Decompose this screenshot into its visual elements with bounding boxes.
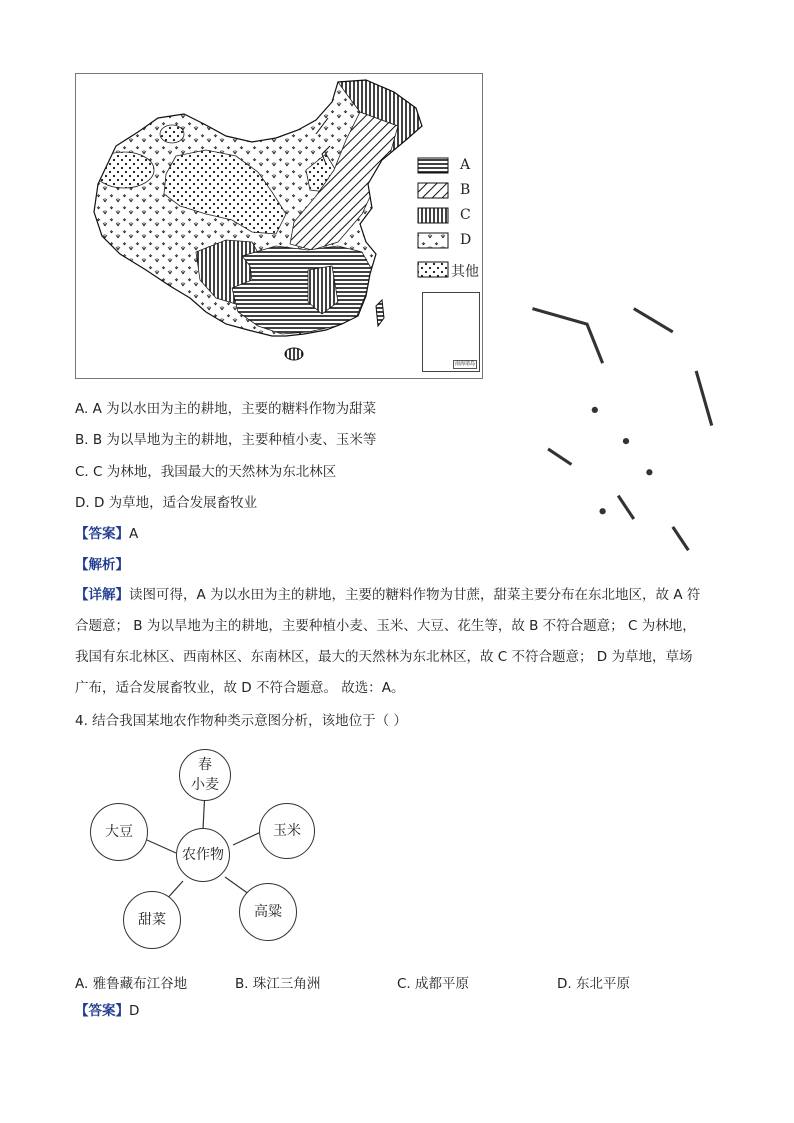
q4-answer	[75, 1001, 139, 1021]
q4-stem: 4. 结合我国某地农作物种类示意图分析，该地位于（ ）	[75, 713, 407, 729]
q3-option-c: C. C 为林地，我国最大的天然林为东北林区	[75, 464, 337, 480]
legend-label-a: A	[460, 157, 471, 173]
legend-swatch-d	[418, 233, 448, 248]
q4-answer-tag: 【答案】	[75, 1003, 129, 1019]
answer-value: A	[129, 526, 139, 542]
legend-label-b: B	[460, 182, 471, 198]
legend-swatch-a	[418, 158, 448, 173]
legend-label-other: 其他	[451, 264, 479, 280]
q4-answer-value: D	[129, 1003, 140, 1019]
node-sorghum: 高粱	[239, 883, 297, 941]
crop-types-diagram	[85, 745, 325, 950]
q4-option-c: C. 成都平原	[397, 976, 470, 992]
legend-swatch-other	[418, 262, 448, 277]
node-soybean: 大豆	[90, 803, 148, 861]
q4-option-a: A. 雅鲁藏布江谷地	[75, 976, 188, 992]
q4-option-b: B. 珠江三角洲	[235, 976, 321, 992]
node-center: 农作物	[176, 828, 230, 882]
inset-label: 南海诸岛	[454, 361, 475, 367]
q3-option-d: D. D 为草地，适合发展畜牧业	[75, 495, 258, 511]
node-corn: 玉米	[259, 803, 315, 859]
detail-line-3: 我国有东北林区、西南林区、东南林区，最大的天然林为东北林区，故 C 不符合题意； D 为草地，草场	[75, 649, 693, 665]
q3-option-b: B. B 为以旱地为主的耕地，主要种植小麦、玉米等	[75, 432, 377, 448]
analysis-tag: 【解析】	[75, 557, 129, 573]
detail-line-1: 读图可得，A 为以水田为主的耕地，主要的糖料作物为甘蔗，甜菜主要分布在东北地区，故 A 符	[129, 587, 701, 603]
q3-answer	[75, 524, 138, 544]
legend-swatch-b	[418, 183, 448, 198]
land-use-map	[75, 73, 483, 379]
q4-option-d: D. 东北平原	[557, 976, 630, 992]
detail-line-4: 广布，适合发展畜牧业，故 D 不符合题意。 故选：A。	[75, 680, 405, 696]
q3-option-a: A. A 为以水田为主的耕地，主要的糖料作物为甜菜	[75, 401, 377, 417]
south-china-sea-inset	[422, 292, 480, 372]
answer-tag: 【答案】	[75, 526, 129, 542]
detail-tag: 【详解】	[75, 587, 129, 603]
detail-line-2: 合题意； B 为以旱地为主的耕地，主要种植小麦、玉米、大豆、花生等，故 B 不符合题意； C 为林地，	[75, 618, 696, 634]
legend-swatch-c	[418, 208, 448, 223]
legend-label-d: D	[460, 232, 472, 248]
q3-detail	[75, 580, 723, 704]
node-spring-wheat: 春 小麦	[179, 749, 231, 801]
legend-label-c: C	[460, 207, 471, 223]
q3-analysis-heading	[75, 555, 129, 575]
node-beet: 甜菜	[123, 891, 181, 949]
